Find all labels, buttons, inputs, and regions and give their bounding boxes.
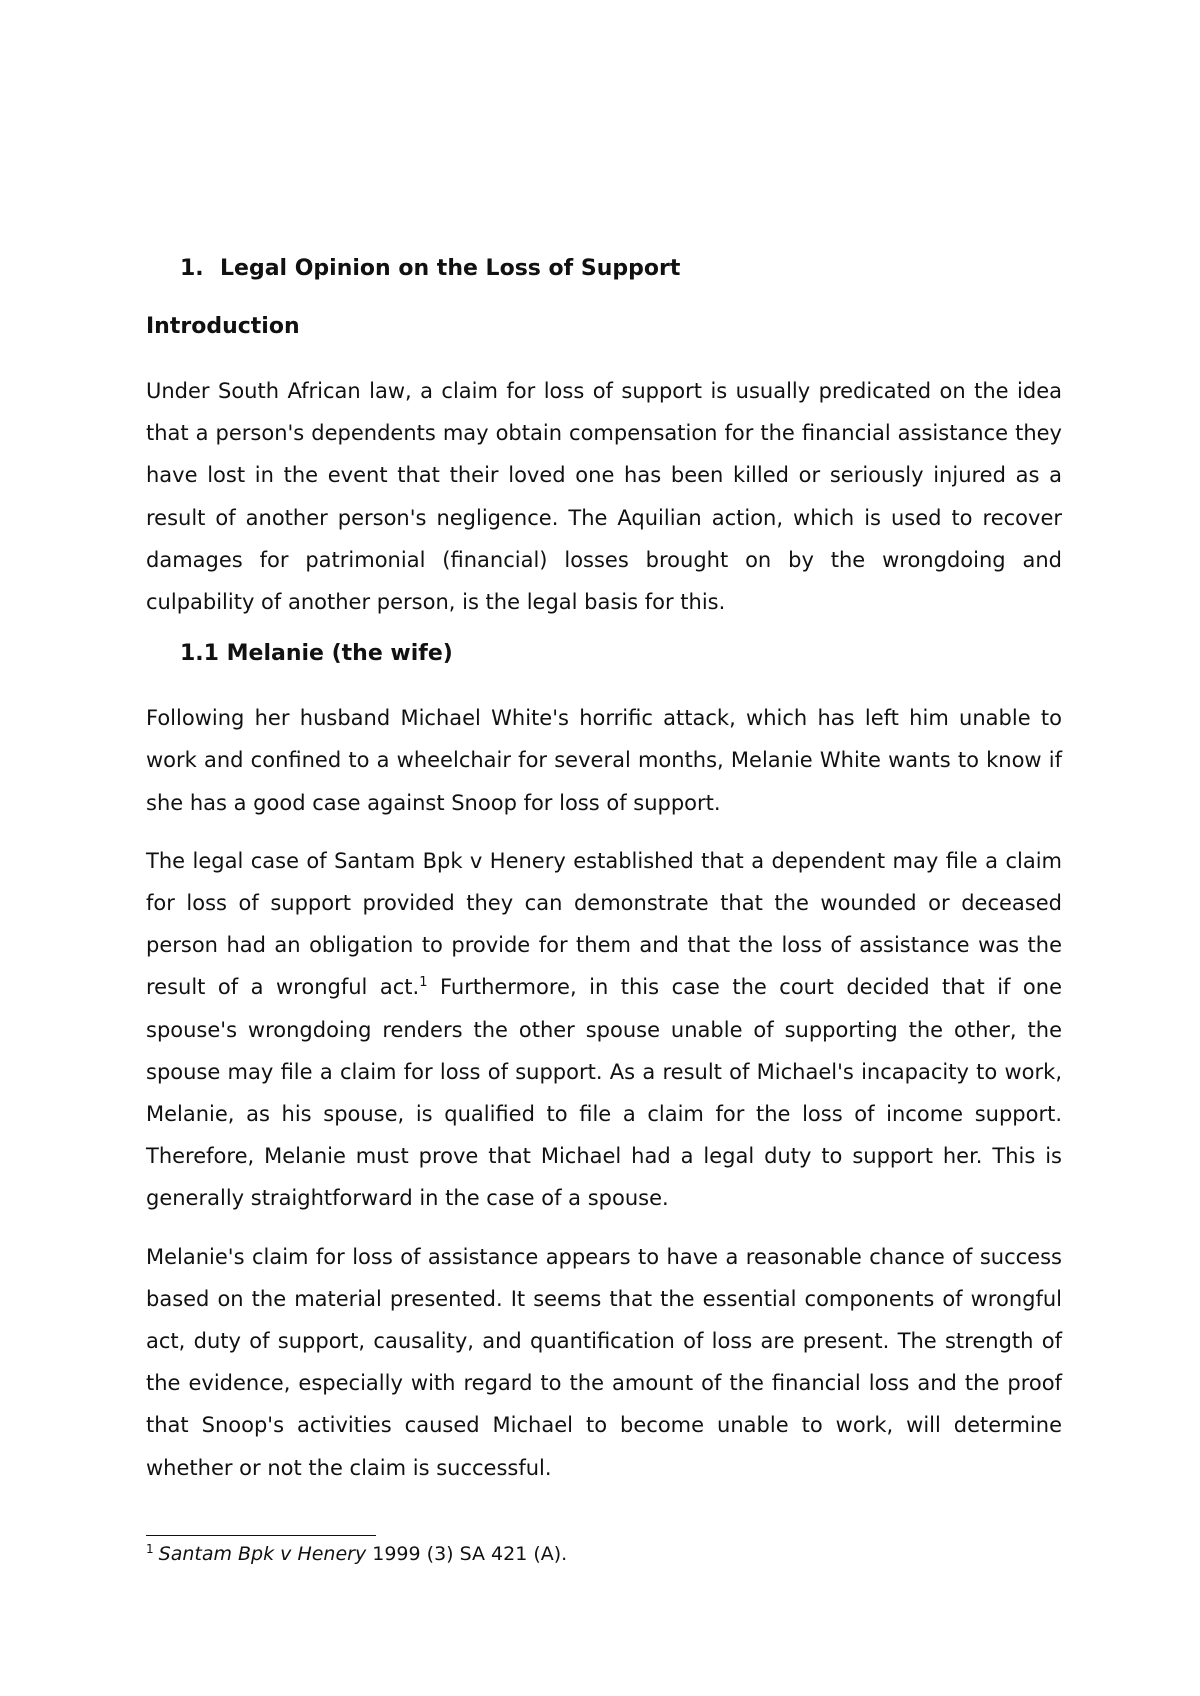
document-body xyxy=(146,254,1062,1505)
section-title: Legal Opinion on the Loss of Support xyxy=(220,256,681,281)
section-number: 1. xyxy=(180,256,204,281)
introduction-heading: Introduction xyxy=(146,314,300,339)
footnote-separator xyxy=(146,1535,376,1536)
paragraph-santam-case xyxy=(146,840,1062,1220)
paragraph-melanie-case: Following her husband Michael White's horrific attack, which has left him unable to work and confined to a wheelchair for several months, Melanie White wants to know if she has a good case against Snoop for loss of support. xyxy=(146,706,1062,815)
footnote xyxy=(146,1540,567,1568)
footnote-mark: 1 xyxy=(146,1541,154,1556)
subsection-heading-melanie: 1.1 Melanie (the wife) xyxy=(180,641,453,667)
paragraph-santam-text-1: The legal case of Santam Bpk v Henery established that a dependent may file a claim for loss of support provided they can demonstrate that the wounded or deceased person had an obligation to provide for them and that the loss of assistance was the result of a wrongful act. xyxy=(146,848,1062,1000)
footnote-case-name: Santam Bpk v Henery xyxy=(158,1543,367,1565)
paragraph-claim-assessment: Melanie's claim for loss of assistance appears to have a reasonable chance of success based on the material presented. It seems that the essential components of wrongful act, duty of support, causality, and quantification of loss are present. The strength of the evidence, especially with regard to the amount of the financial loss and the proof that Snoop's activities caused Michael to become unable to work, will determine whether or not the claim is successful. xyxy=(146,1244,1062,1480)
intro-paragraph: Under South African law, a claim for loss of support is usually predicated on the idea that a person's dependents may obtain compensation for the financial assistance they have lost in the event that their loved one has been killed or seriously injured as a result of another person's negligence. The Aquilian action, which is used to recover damages for patrimonial (financial) losses brought on by the wrongdoing and culpability of another person, is the legal basis for this. xyxy=(146,379,1062,615)
footnote-citation: 1999 (3) SA 421 (A). xyxy=(366,1543,568,1565)
paragraph-santam-text-2: Furthermore, in this case the court decided that if one spouse's wrongdoing renders the other spouse unable of supporting the other, the spouse may file a claim for loss of support. As a result of Michael's incapacity to work, Melanie, as his spouse, is qualified to file a claim for the loss of income support. Therefore, Melanie must prove that Michael had a legal duty to support her. This is generally straightforward in the case of a spouse. xyxy=(146,975,1062,1211)
footnote-reference[interactable]: 1 xyxy=(419,975,428,991)
section-heading xyxy=(146,254,1062,284)
